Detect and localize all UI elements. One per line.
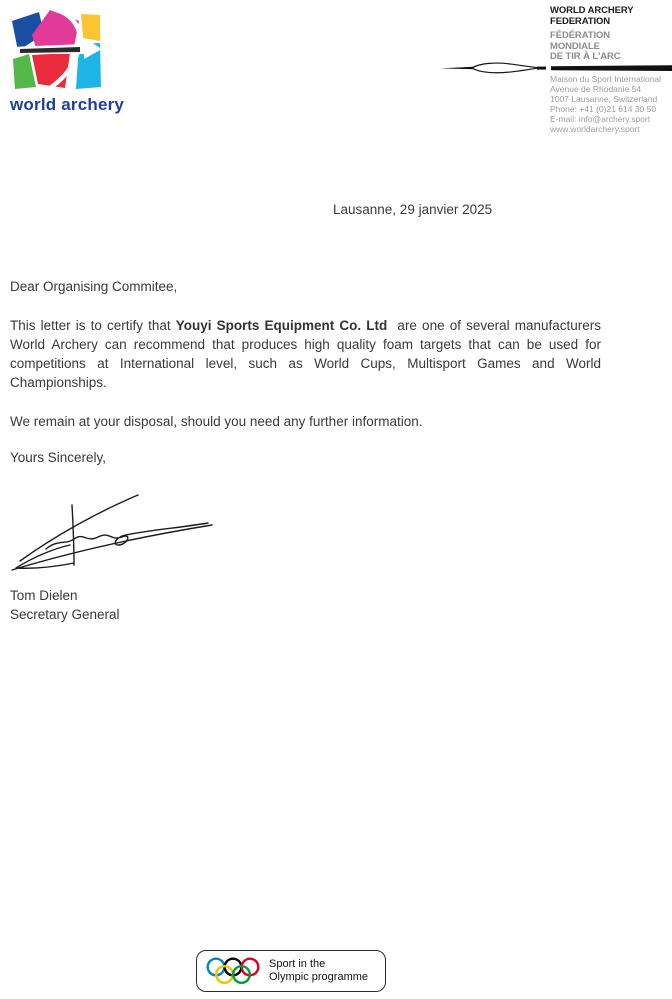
body-paragraph-1 (10, 316, 601, 392)
signature (8, 487, 220, 575)
address-block (550, 74, 672, 134)
address-line: E-mail: info@archery.sport (550, 114, 651, 124)
body-paragraph-2: We remain at your disposal, should you need any further information. (10, 414, 423, 429)
federation-name-block (550, 6, 670, 63)
logo-wordmark: world archery (10, 95, 125, 114)
salutation: Dear Organising Commitee, (10, 279, 178, 294)
world-archery-logo (10, 8, 125, 115)
olympic-badge-line1: Sport in the (269, 958, 326, 970)
body-text-pre: This letter is to certify that (10, 318, 176, 333)
olympic-badge-line2: Olympic programme (269, 971, 369, 983)
address-line: www.worldarchery.sport (550, 124, 640, 134)
address-line: Maison du Sport International (550, 74, 662, 84)
federation-name-fr-line2: MONDIALE (550, 40, 600, 52)
olympic-programme-badge (196, 950, 386, 992)
federation-name-fr-line3: DE TIR À L'ARC (550, 51, 621, 62)
signer-name: Tom Dielen (10, 588, 78, 603)
world-archery-logo-icon (10, 8, 102, 94)
olympic-badge-text (269, 958, 368, 984)
address-line: 1007 Lausanne, Switzerland (550, 94, 658, 104)
closing-line: Yours Sincerely, (10, 450, 107, 465)
date-line: Lausanne, 29 janvier 2025 (333, 202, 493, 217)
federation-name-en-line2: FEDERATION (550, 15, 611, 27)
signer-title: Secretary General (10, 607, 120, 622)
federation-name-fr-line1: FÉDÉRATION (550, 30, 611, 41)
address-line: Phone: +41 (0)21 614 30 50 (550, 104, 657, 114)
address-line: Avenue de Rhodanie 54 (550, 84, 642, 94)
olympic-rings-icon (205, 955, 261, 987)
body-text-post: are one of several manufacturers World Archery can recommend that produces high quality foam targets that can be used for competitions at International level, such as World Cups, Multisport Games and World Championships. (10, 318, 601, 390)
federation-name-en-line1: WORLD ARCHERY (550, 5, 634, 16)
company-name: Youyi Sports Equipment Co. Ltd (175, 318, 388, 333)
signature-block (10, 586, 120, 624)
